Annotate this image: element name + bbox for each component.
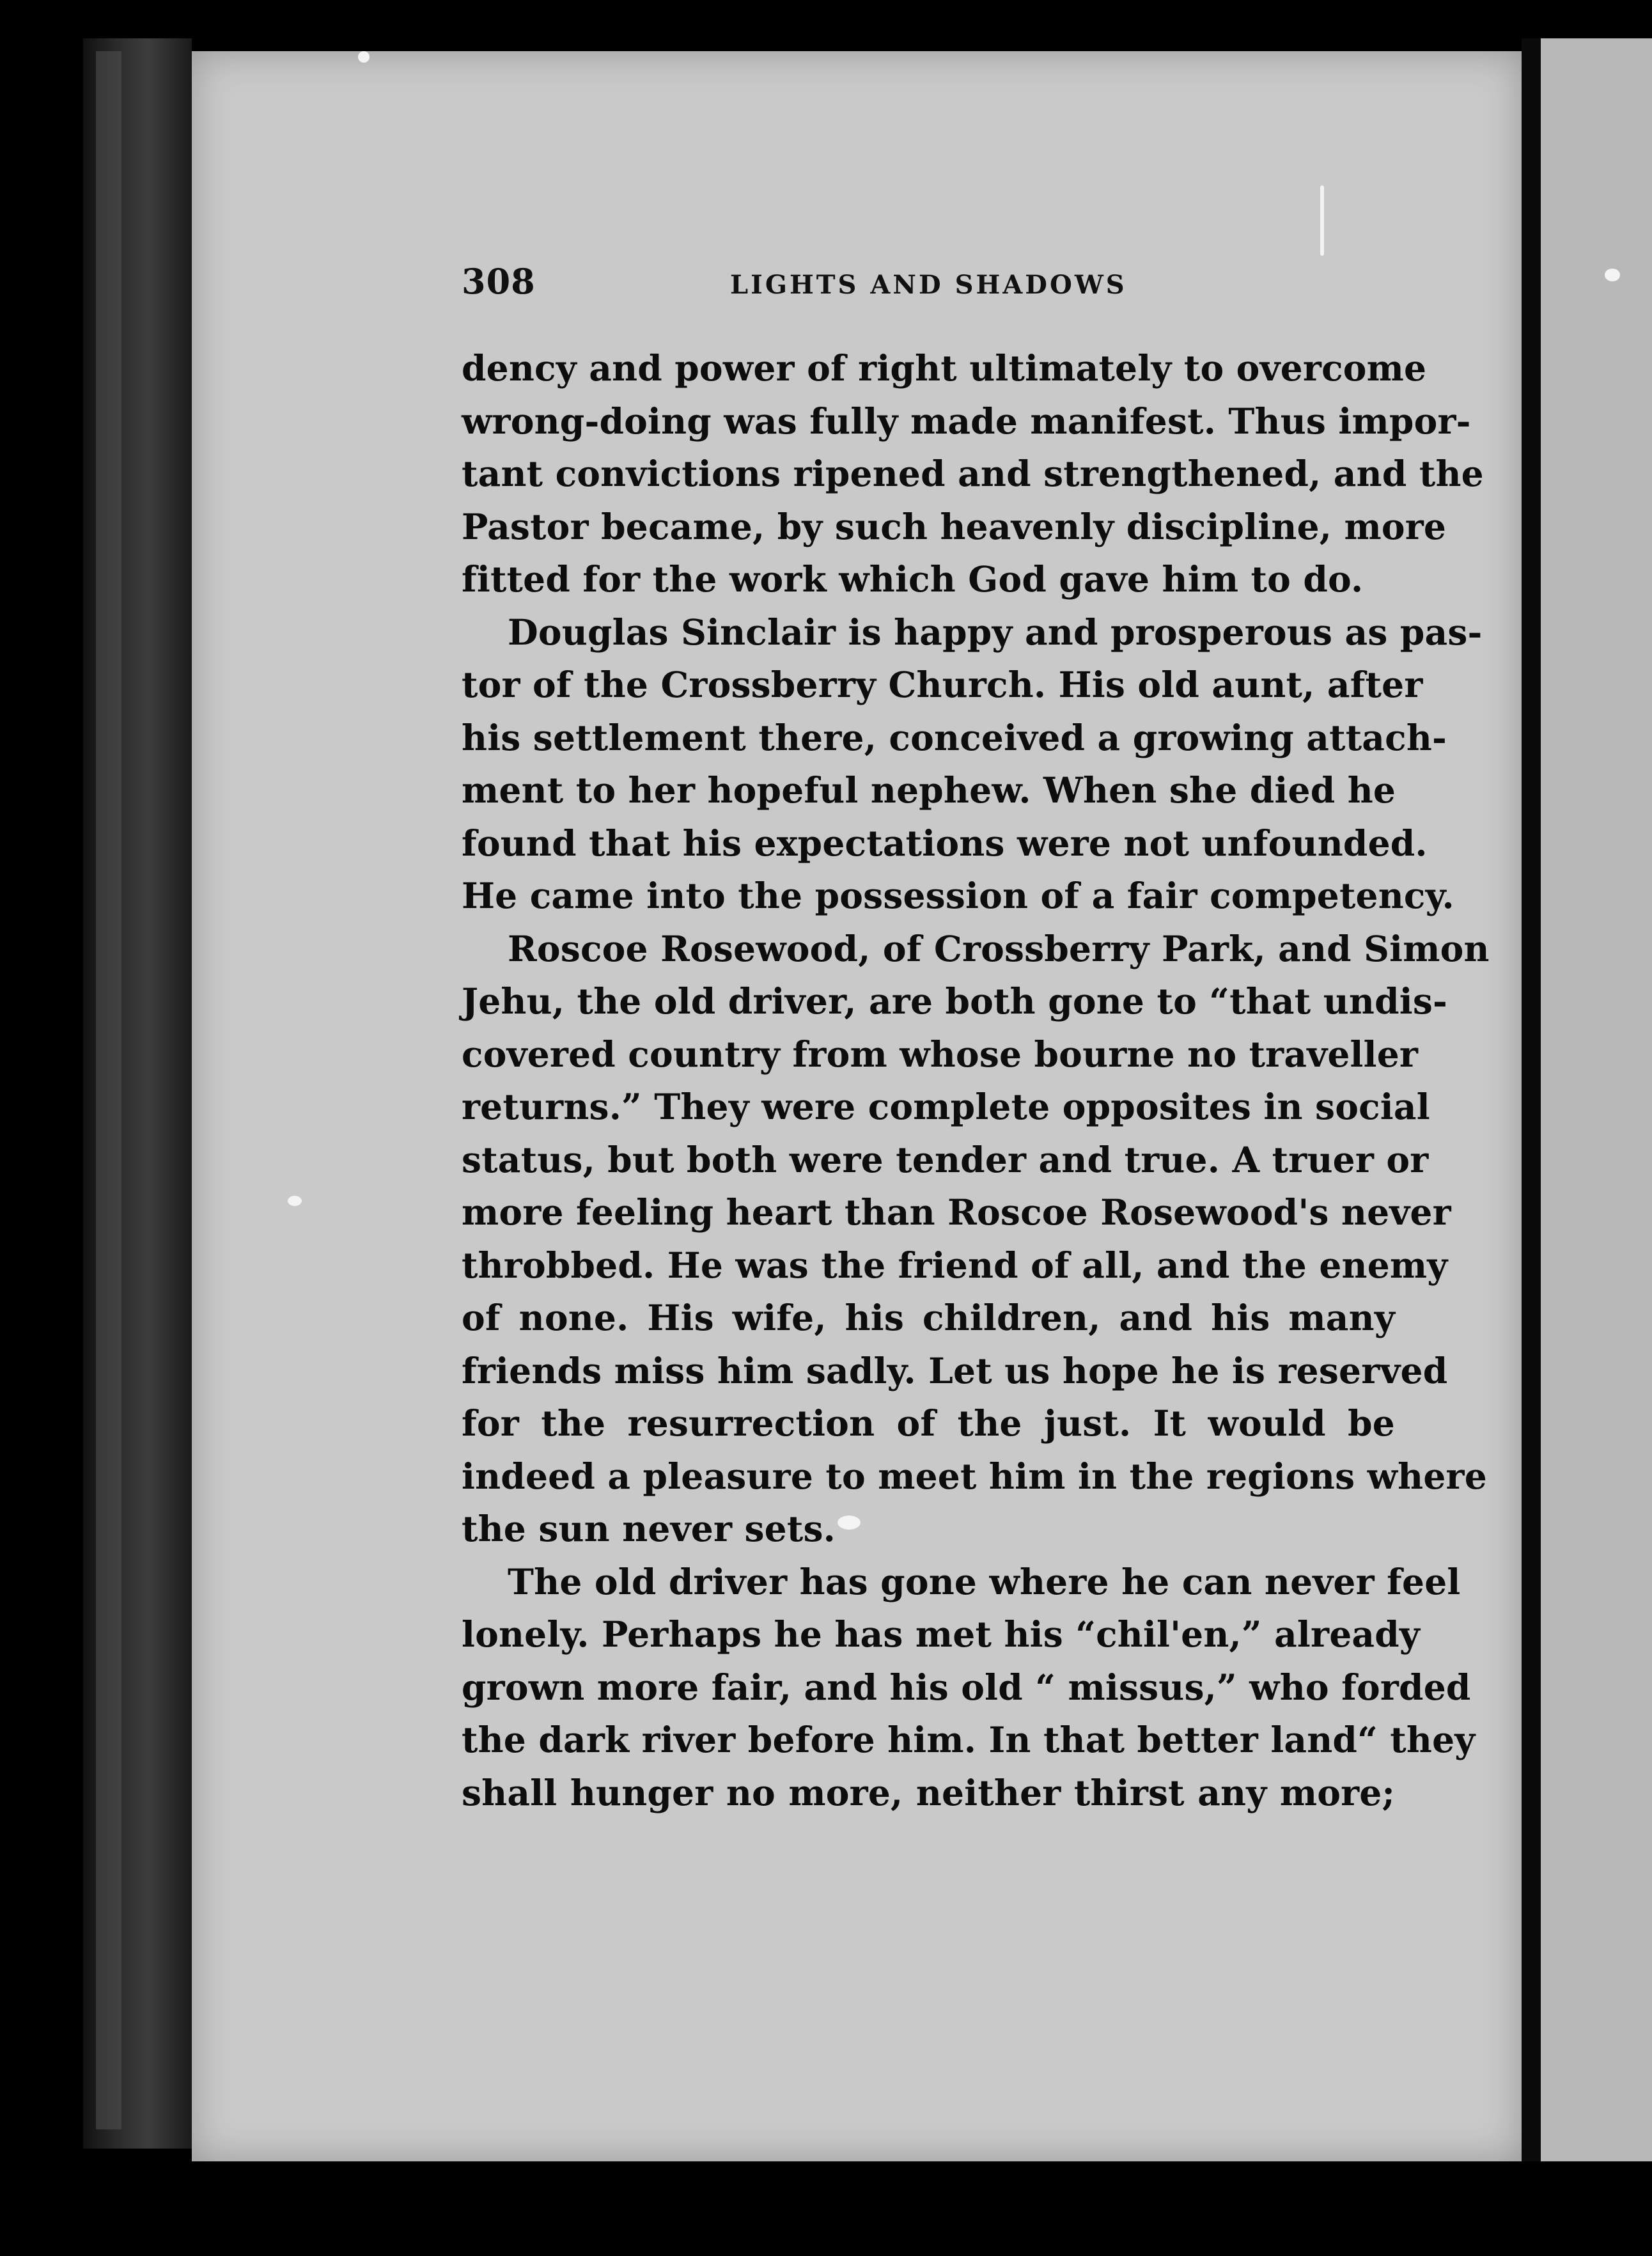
running-title: LIGHTS AND SHADOWS [730, 270, 1127, 300]
text-line: The old driver has gone where he can never feel [508, 1560, 1461, 1602]
text-line: tor of the Crossberry Church. His old aunt, after [462, 664, 1423, 705]
spine-edge [96, 51, 121, 2129]
scan-speck [838, 1516, 861, 1530]
text-line: He came into the possession of a fair competency. [462, 875, 1454, 916]
scan-speck [288, 1196, 302, 1206]
text-line: ment to her hopeful nephew. When she died he [462, 769, 1396, 811]
text-line: fitted for the work which God gave him to do. [462, 558, 1364, 600]
text-line: tant convictions ripened and strengthened, and the [462, 453, 1484, 494]
text-line: friends miss him sadly. Let us hope he is reserved [462, 1349, 1448, 1391]
text-line: Jehu, the old driver, are both gone to “that undis- [462, 980, 1448, 1022]
text-line: shall hunger no more, neither thirst any more; [462, 1771, 1395, 1813]
text-line: of none. His wife, his children, and his many [462, 1297, 1395, 1338]
page-header [462, 261, 1408, 306]
text-line: covered country from whose bourne no traveller [462, 1033, 1419, 1075]
next-page-edge [1541, 38, 1652, 2161]
page-gutter [1522, 38, 1541, 2161]
text-line: grown more fair, and his old “ missus,” who forded [462, 1666, 1471, 1708]
text-line: returns.” They were complete opposites in social [462, 1086, 1430, 1127]
body-text [462, 342, 1490, 1819]
text-line: status, but both were tender and true. A truer or [462, 1138, 1429, 1180]
text-line: wrong-doing was fully made manifest. Thus impor- [462, 400, 1471, 442]
text-line: found that his expectations were not unfounded. [462, 822, 1428, 864]
text-line: Roscoe Rosewood, of Crossberry Park, and Simon [508, 927, 1490, 969]
scan-speck [1605, 269, 1620, 281]
text-line: indeed a pleasure to meet him in the regions where [462, 1455, 1487, 1497]
text-line: Douglas Sinclair is happy and prosperous as pas- [508, 611, 1483, 653]
text-line: Pastor became, by such heavenly discipline, more [462, 505, 1447, 547]
text-line: throbbed. He was the friend of all, and the enemy [462, 1244, 1448, 1286]
scan-speck [1320, 185, 1324, 256]
scan-speck [358, 51, 370, 63]
text-line: dency and power of right ultimately to overcome [462, 347, 1427, 389]
page-number: 308 [462, 261, 536, 302]
text-line: more feeling heart than Roscoe Rosewood's never [462, 1191, 1451, 1233]
text-line: the sun never sets. [462, 1508, 836, 1549]
text-line: the dark river before him. In that better land“ they [462, 1719, 1476, 1760]
text-line: for the resurrection of the just. It would be [462, 1402, 1395, 1444]
text-line: his settlement there, conceived a growing attach- [462, 716, 1447, 758]
text-line: lonely. Perhaps he has met his “chil'en,” already [462, 1613, 1421, 1655]
